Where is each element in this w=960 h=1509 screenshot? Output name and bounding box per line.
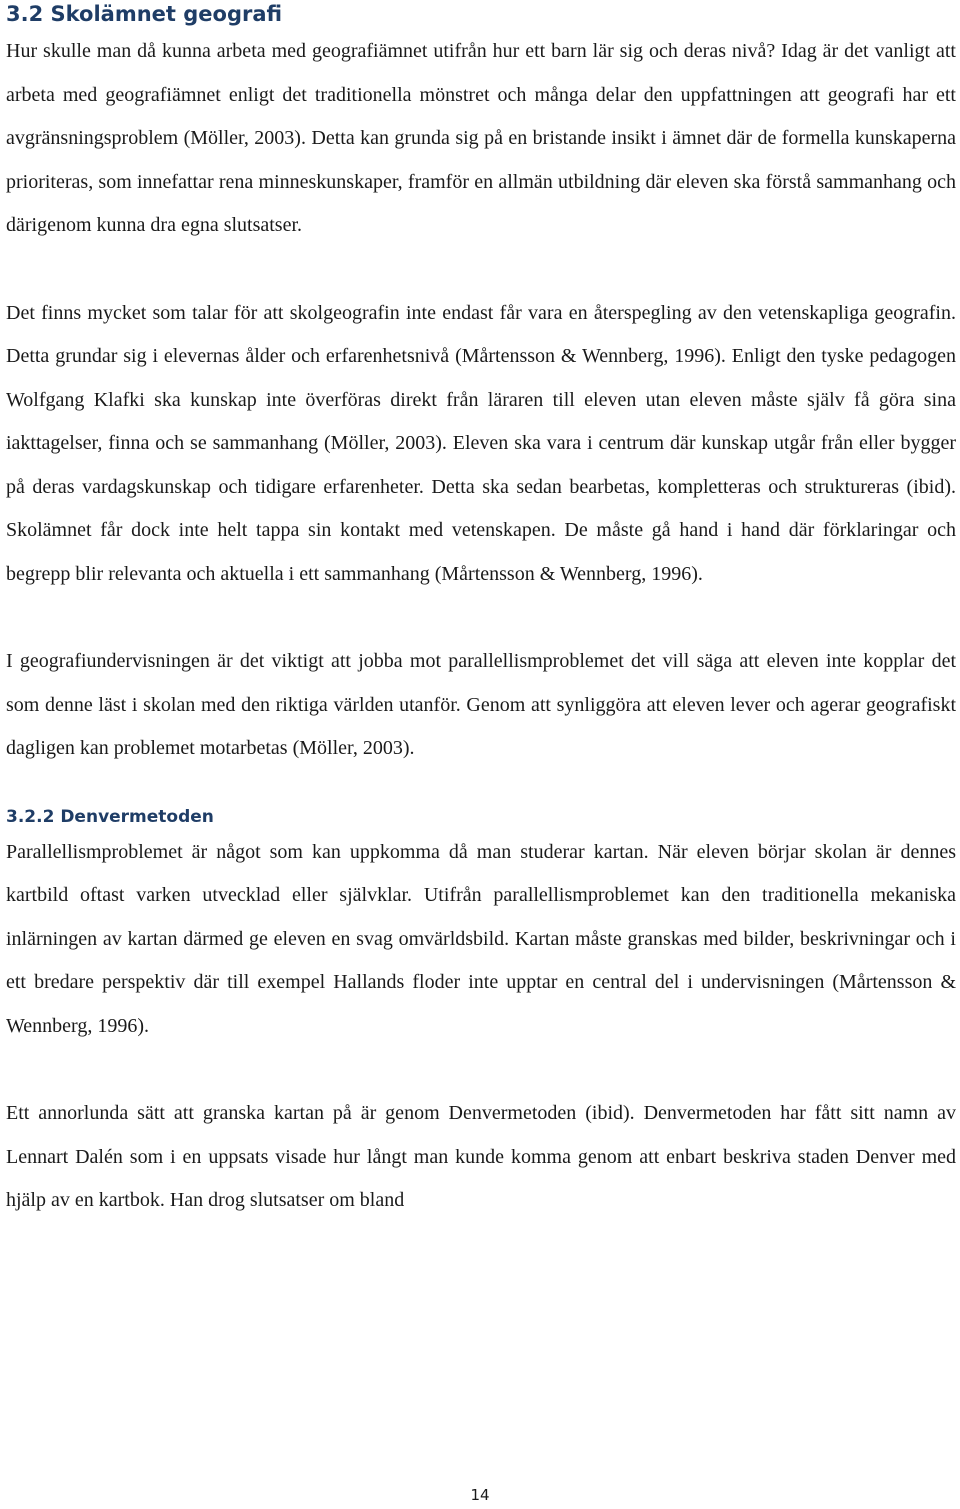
document-page: [6, 0, 956, 1223]
paragraph-gap: [6, 1048, 956, 1092]
paragraph-gap: [6, 596, 956, 640]
paragraph-2: Det finns mycket som talar för att skolgeografin inte endast får vara en återspegling av den vetenskapliga geografin. Detta grundar sig i elevernas ålder och erfarenhetsnivå (Mårtensson & Wennberg, 1996). Enligt den tyske pedagogen Wolfgang Klafki ska kunskap inte överföras direkt från läraren till eleven utan eleven måste själv få göra sina iakttagelser, finna och se sammanhang (Möller, 2003). Eleven ska vara i centrum där kunskap utgår från eller bygger på deras vardagskunskap och tidigare erfarenheter. Detta ska sedan bearbetas, kompletteras och struktureras (ibid). Skolämnet får dock inte helt tappa sin kontakt med vetenskapen. De måste gå hand i hand där förklaringar och begrepp blir relevanta och aktuella i ett sammanhang (Mårtensson & Wennberg, 1996).: [6, 301, 956, 585]
paragraph-gap: [6, 248, 956, 292]
paragraph-1: Hur skulle man då kunna arbeta med geografiämnet utifrån hur ett barn lär sig och deras nivå? Idag är det vanligt att arbeta med geografiämnet enligt det traditionella mönstret och många delar den uppfattningen att geografi har ett avgränsningsproblem (Möller, 2003). Detta kan grunda sig på en bristande insikt i ämnet där de formella kunskaperna prioriteras, som innefattar rena minneskunskaper, framför en allmän utbildning där eleven ska förstå sammanhang och därigenom kunna dra egna slutsatser.: [6, 40, 956, 236]
heading-gap: [6, 771, 956, 805]
subsection-paragraph-2: Ett annorlunda sätt att granska kartan på är genom Denvermetoden (ibid). Denvermetoden har fått sitt namn av Lennart Dalén som i en uppsats visade hur långt man kunde komma genom att enbart beskriva staden Denver med hjälp av en kartbok. Han drog slutsatser om bland: [6, 1102, 956, 1211]
paragraph-3: I geografiundervisningen är det viktigt att jobba mot parallellismproblemet det vill säga att eleven inte kopplar det som denne läst i skolan med den riktiga världen utanför. Genom att synliggöra att eleven lever och agerar geografiskt dagligen kan problemet motarbetas (Möller, 2003).: [6, 650, 956, 759]
page-number: 14: [470, 1486, 490, 1504]
subsection-heading: 3.2.2 Denvermetoden: [6, 806, 214, 827]
section-heading: 3.2 Skolämnet geografi: [6, 2, 283, 26]
subsection-paragraph-1: Parallellismproblemet är något som kan uppkomma då man studerar kartan. När eleven börjar skolan är dennes kartbild oftast varken utvecklad eller självklar. Utifrån parallellismproblemet kan den traditionella mekaniska inlärningen av kartan därmed ge eleven en svag omvärldsbild. Kartan måste granskas med bilder, beskrivningar och i ett bredare perspektiv där till exempel Hallands floder inte upptar en central del i undervisningen (Mårtensson & Wennberg, 1996).: [6, 840, 956, 1037]
